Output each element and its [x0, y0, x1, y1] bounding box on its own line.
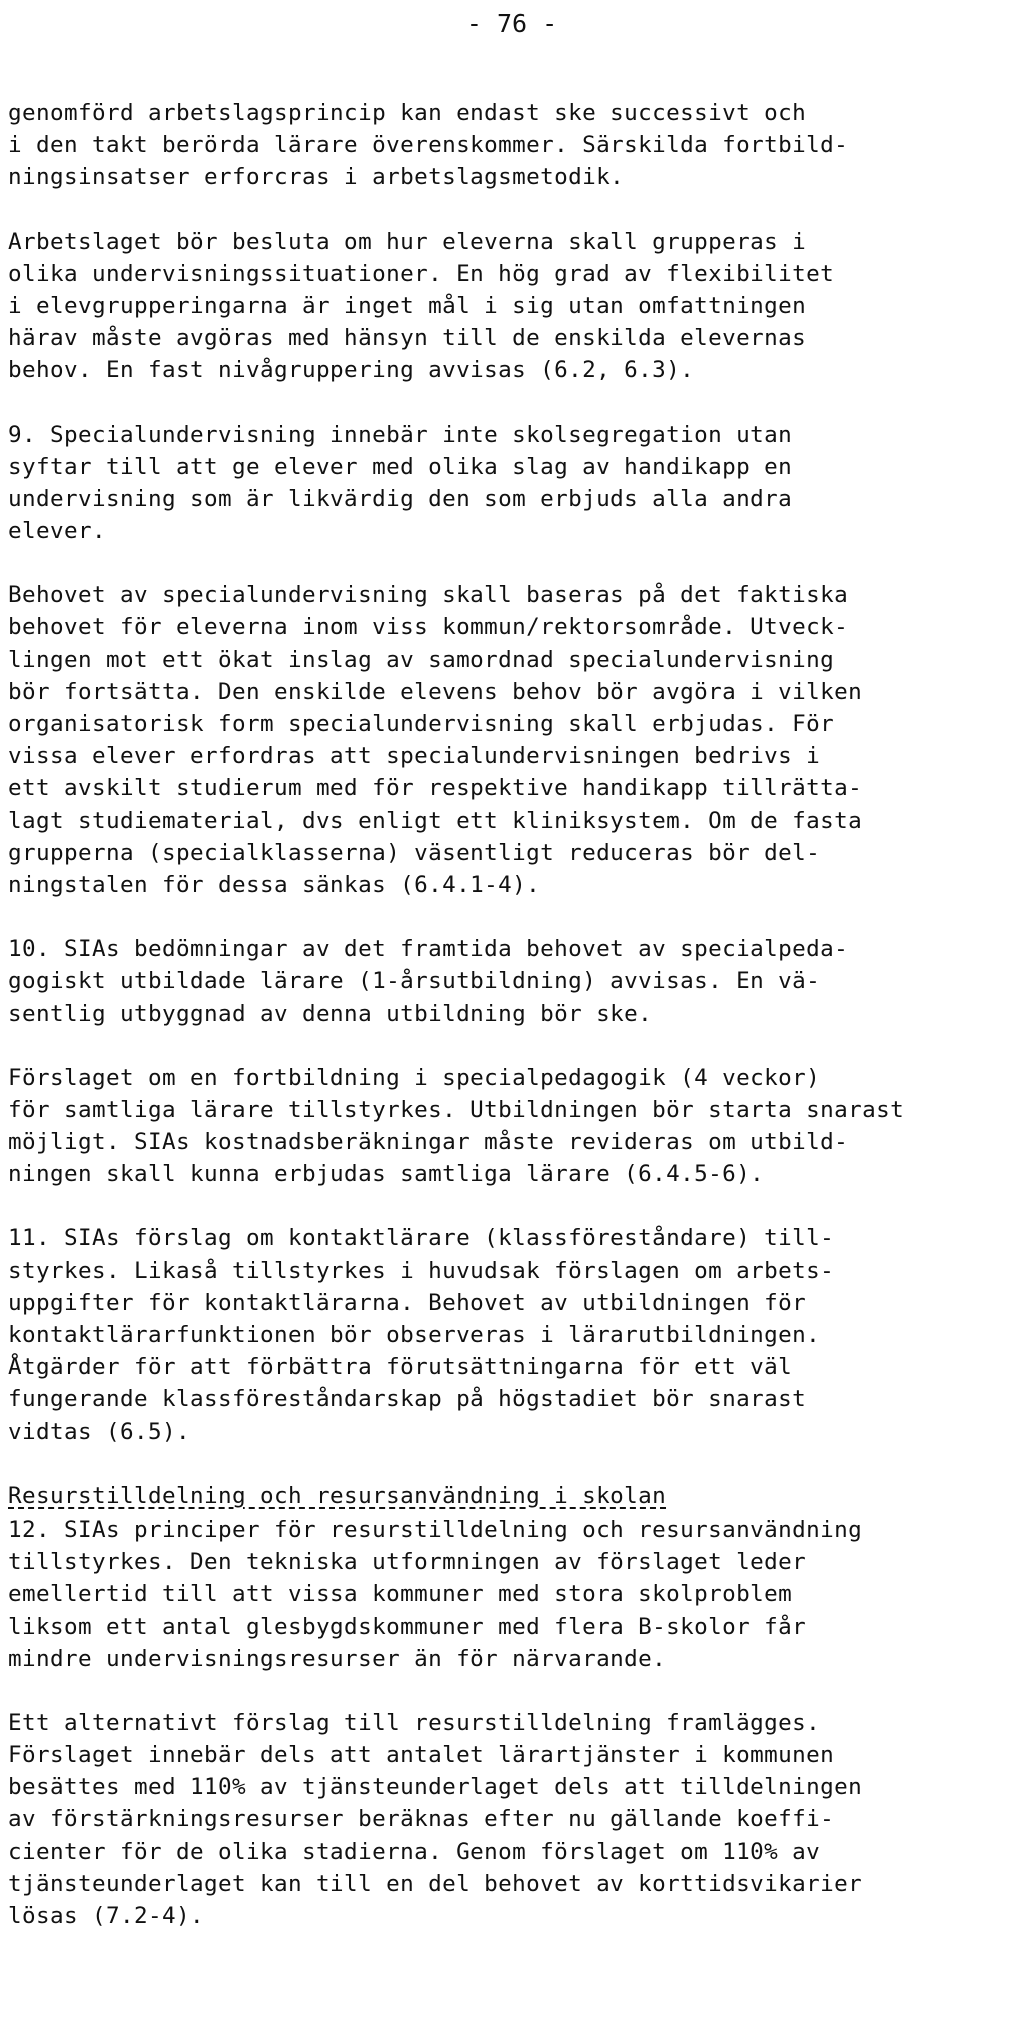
text-line: undervisning som är likvärdig den som erbjuds alla andra — [8, 485, 793, 512]
text-line: grupperna (specialklasserna) väsentligt reduceras bör del- — [8, 839, 821, 866]
text-line: möjligt. SIAs kostnadsberäkningar måste revideras om utbild- — [8, 1129, 849, 1156]
text-line: tillstyrkes. Den tekniska utformningen av förslaget leder — [8, 1549, 807, 1576]
text-line: Behovet av specialundervisning skall baseras på det faktiska — [8, 582, 849, 609]
text-line: fungerande klassföreståndarskap på högstadiet bör snarast — [8, 1386, 807, 1413]
text-line: lagt studiematerial, dvs enligt ett kliniksystem. Om de fasta — [8, 807, 863, 834]
text-line: sentlig utbyggnad av denna utbildning bör ske. — [8, 1000, 653, 1027]
text-line: Förslaget innebär dels att antalet lärartjänster i kommunen — [8, 1742, 835, 1769]
text-line: 12. SIAs principer för resurstilldelning och resursanvändning — [8, 1516, 863, 1543]
text-line: liksom ett antal glesbygdskommuner med flera B-skolor får — [8, 1613, 807, 1640]
text-line: olika undervisningssituationer. En hög grad av flexibilitet — [8, 260, 835, 287]
paragraph-point-9 — [8, 419, 1018, 548]
text-line: syftar till att ge elever med olika slag av handikapp en — [8, 453, 793, 480]
paragraph-specialundervisning — [8, 579, 1018, 901]
text-line: cienter för de olika stadierna. Genom förslaget om 110% av — [8, 1838, 821, 1865]
text-line: ningstalen för dessa sänkas (6.4.1-4). — [8, 871, 541, 898]
text-line: vidtas (6.5). — [8, 1418, 191, 1445]
text-line: ett avskilt studierum med för respektive handikapp tillrätta- — [8, 775, 863, 802]
text-line: behovet för eleverna inom viss kommun/rektorsområde. Utveck- — [8, 614, 849, 641]
text-line: 11. SIAs förslag om kontaktlärare (klassföreståndare) till- — [8, 1225, 835, 1252]
text-line: Arbetslaget bör besluta om hur eleverna skall grupperas i — [8, 228, 807, 255]
text-line: för samtliga lärare tillstyrkes. Utbildningen bör starta snarast — [8, 1096, 905, 1123]
text-line: i den takt berörda lärare överenskommer. Särskilda fortbild- — [8, 132, 849, 159]
text-line: Åtgärder för att förbättra förutsättningarna för ett väl — [8, 1354, 793, 1381]
document-body — [8, 97, 1018, 1964]
text-line: tjänsteunderlaget kan till en del behovet av korttidsvikarier — [8, 1870, 863, 1897]
text-line: lingen mot ett ökat inslag av samordnad specialundervisning — [8, 646, 835, 673]
text-line: Förslaget om en fortbildning i specialpedagogik (4 veckor) — [8, 1064, 821, 1091]
text-line: lösas (7.2-4). — [8, 1903, 205, 1929]
paragraph-fortbildning — [8, 1062, 1018, 1191]
text-line: gogiskt utbildade lärare (1-årsutbildning) avvisas. En vä- — [8, 968, 821, 995]
text-line: ningsinsatser erforcras i arbetslagsmetodik. — [8, 164, 625, 191]
section-heading: Resurstilldelning och resursanvändning i skolan — [8, 1482, 667, 1509]
text-line: emellertid till att vissa kommuner med stora skolproblem — [8, 1581, 793, 1608]
text-line: kontaktlärarfunktionen bör observeras i lärarutbildningen. — [8, 1322, 821, 1348]
text-line: behov. En fast nivågruppering avvisas (6.2, 6.3). — [8, 357, 695, 384]
text-line: bör fortsätta. Den enskilde elevens behov bör avgöra i vilken — [8, 678, 863, 705]
paragraph-alternativt-forslag — [8, 1707, 1018, 1932]
text-line: organisatorisk form specialundervisning skall erbjudas. För — [8, 711, 835, 737]
page-number: - 76 - — [466, 9, 558, 38]
text-line: uppgifter för kontaktlärarna. Behovet av utbildningen för — [8, 1289, 807, 1316]
text-line: 10. SIAs bedömningar av det framtida behovet av specialpeda- — [8, 936, 849, 963]
text-line: besättes med 110% av tjänsteunderlaget dels att tilldelningen — [8, 1774, 863, 1801]
text-line: härav måste avgöras med hänsyn till de enskilda elevernas — [8, 325, 807, 352]
text-line: vissa elever erfordras att specialundervisningen bedrivs i — [8, 743, 821, 770]
section-heading-block — [8, 1480, 1018, 1512]
text-line: styrkes. Likaså tillstyrkes i huvudsak förslagen om arbets- — [8, 1257, 835, 1284]
paragraph-point-12 — [8, 1514, 1018, 1675]
paragraph-point-11 — [8, 1222, 1018, 1447]
text-line: ningen skall kunna erbjudas samtliga lärare (6.4.5-6). — [8, 1161, 765, 1188]
text-line: mindre undervisningsresurser än för närvarande. — [8, 1645, 667, 1672]
text-line: genomförd arbetslagsprincip kan endast ske successivt och — [8, 100, 807, 126]
text-line: elever. — [8, 518, 107, 545]
text-line: 9. Specialundervisning innebär inte skolsegregation utan — [8, 421, 793, 448]
paragraph-arbetslaget-gruppering — [8, 226, 1018, 387]
text-line: Ett alternativt förslag till resurstilldelning framlägges. — [8, 1709, 821, 1736]
paragraph-point-10 — [8, 933, 1018, 1030]
text-line: av förstärkningsresurser beräknas efter nu gällande koeffi- — [8, 1806, 835, 1833]
paragraph-arbetslagsprincip — [8, 97, 1018, 194]
text-line: i elevgrupperingarna är inget mål i sig utan omfattningen — [8, 292, 807, 319]
